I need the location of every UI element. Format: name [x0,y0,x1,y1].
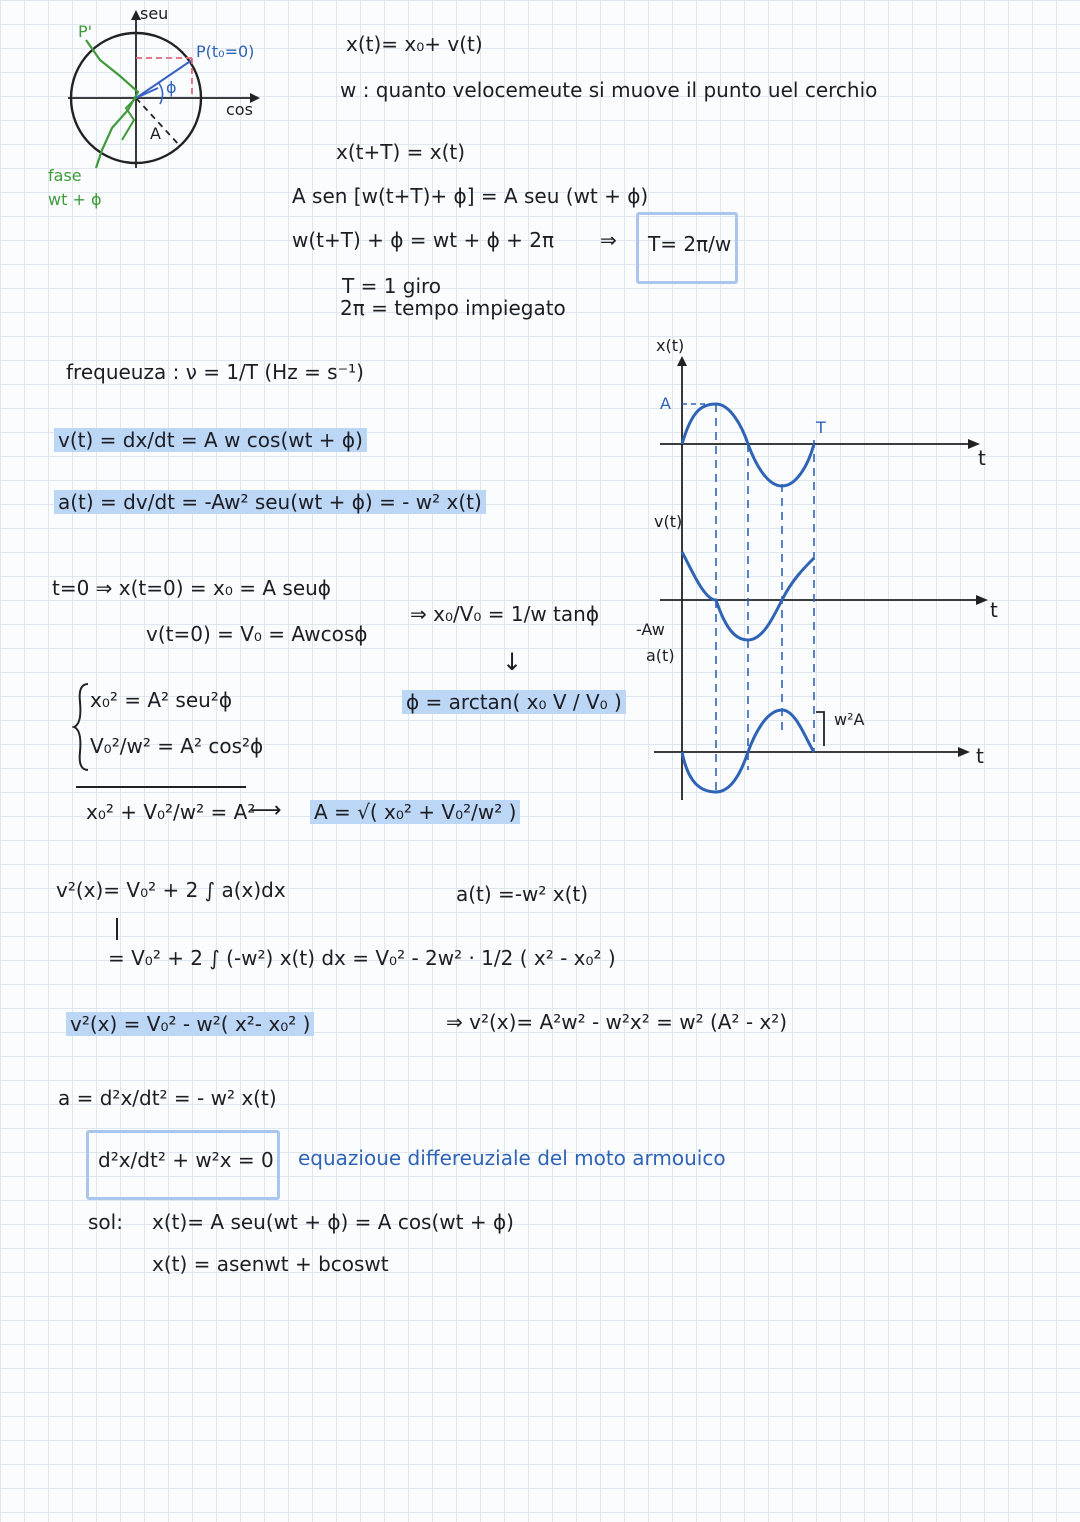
eq-sine-periodicity: A sen [w(t+T)+ ϕ] = A seu (wt + ϕ) [292,184,649,208]
sum-arrow: ⟶ [250,798,282,823]
eq-frequency: frequeuza : ν = 1/T (Hz = s⁻¹) [66,360,364,384]
graph-aw-label: -Aw [636,620,665,639]
graph-amplitude-label: A [660,394,671,413]
phase-expr: wt + ϕ [48,190,102,209]
eq-solution-1: x(t)= A seu(wt + ϕ) = A cos(wt + ϕ) [152,1210,514,1234]
system-brace [72,682,92,772]
note-omega: w : quanto velocemeute si muove il punto uel cerchio [340,78,878,102]
eq-solution-2: x(t) = asenwt + bcoswt [152,1252,389,1276]
graph-t-axis-3: t [976,744,984,768]
implies-arrow: ⇒ [600,228,617,252]
ode-label: equazioue differeuziale del moto armouico [298,1146,726,1170]
harmonic-graphs [630,330,1010,810]
eq-x-of-t: x(t)= x₀+ v(t) [346,32,483,56]
eq-v2-integral-2: = V₀² + 2 ∫ (-w²) x(t) dx = V₀² - 2w² · 1/2 ( x² - x₀² ) [108,946,616,970]
graph-v-label: v(t) [654,512,683,531]
sum-line [76,786,246,788]
eq-period: T= 2π/w [648,232,732,256]
eq-acceleration: a(t) = dv/dt = -Aw² seu(wt + ϕ) = - w² x(t) [54,490,486,514]
eq-initial-x: t=0 ⇒ x(t=0) = x₀ = A seuϕ [52,576,331,600]
eq-ode: d²x/dt² + w²x = 0 [98,1148,274,1172]
graph-x-label: x(t) [656,336,685,355]
eq-amplitude: A = √( x₀² + V₀²/w² ) [310,800,520,824]
vertical-bar [116,918,118,940]
point-p-prime-label: P' [78,22,93,41]
eq-system-2: V₀²/w² = A² cos²ϕ [90,734,264,758]
point-p0-label: P(t₀=0) [196,42,255,61]
eq-velocity: v(t) = dx/dt = A w cos(wt + ϕ) [54,428,367,452]
eq-sum: x₀² + V₀²/w² = A² [86,800,256,824]
note-one-turn: T = 1 giro [342,274,442,298]
eq-second-derivative: a = d²x/dt² = - w² x(t) [58,1086,277,1110]
graph-a-label: a(t) [646,646,675,665]
phase-label: fase [48,166,82,185]
axis-cos-label: cos [226,100,253,119]
eq-a-relation: a(t) =-w² x(t) [456,882,589,906]
eq-system-1: x₀² = A² seu²ϕ [90,688,233,712]
angle-phi-label: ϕ [166,78,177,97]
eq-v2-result-2: ⇒ v²(x)= A²w² - w²x² = w² (A² - x²) [446,1010,788,1034]
note-time-spent: 2π = tempo impiegato [340,296,566,320]
radius-label: A [150,124,161,143]
eq-v2-integral: v²(x)= V₀² + 2 ∫ a(x)dx [56,878,286,902]
graph-t-axis-1: t [978,446,986,470]
graph-period-label: T [816,418,826,437]
graph-t-axis-2: t [990,598,998,622]
graph-w2a-label: w²A [834,710,865,729]
eq-initial-v: v(t=0) = V₀ = Awcosϕ [146,622,368,646]
axis-sin-label: seu [140,4,169,23]
eq-phi: ϕ = arctan( x₀ V / V₀ ) [402,690,626,714]
down-arrow: ↓ [502,648,523,676]
eq-ratio: ⇒ x₀/V₀ = 1/w tanϕ [410,602,600,626]
eq-phase-shift: w(t+T) + ϕ = wt + ϕ + 2π [292,228,555,252]
eq-periodicity: x(t+T) = x(t) [336,140,466,164]
sol-label: sol: [88,1210,123,1234]
eq-v2-result: v²(x) = V₀² - w²( x²- x₀² ) [66,1012,314,1036]
